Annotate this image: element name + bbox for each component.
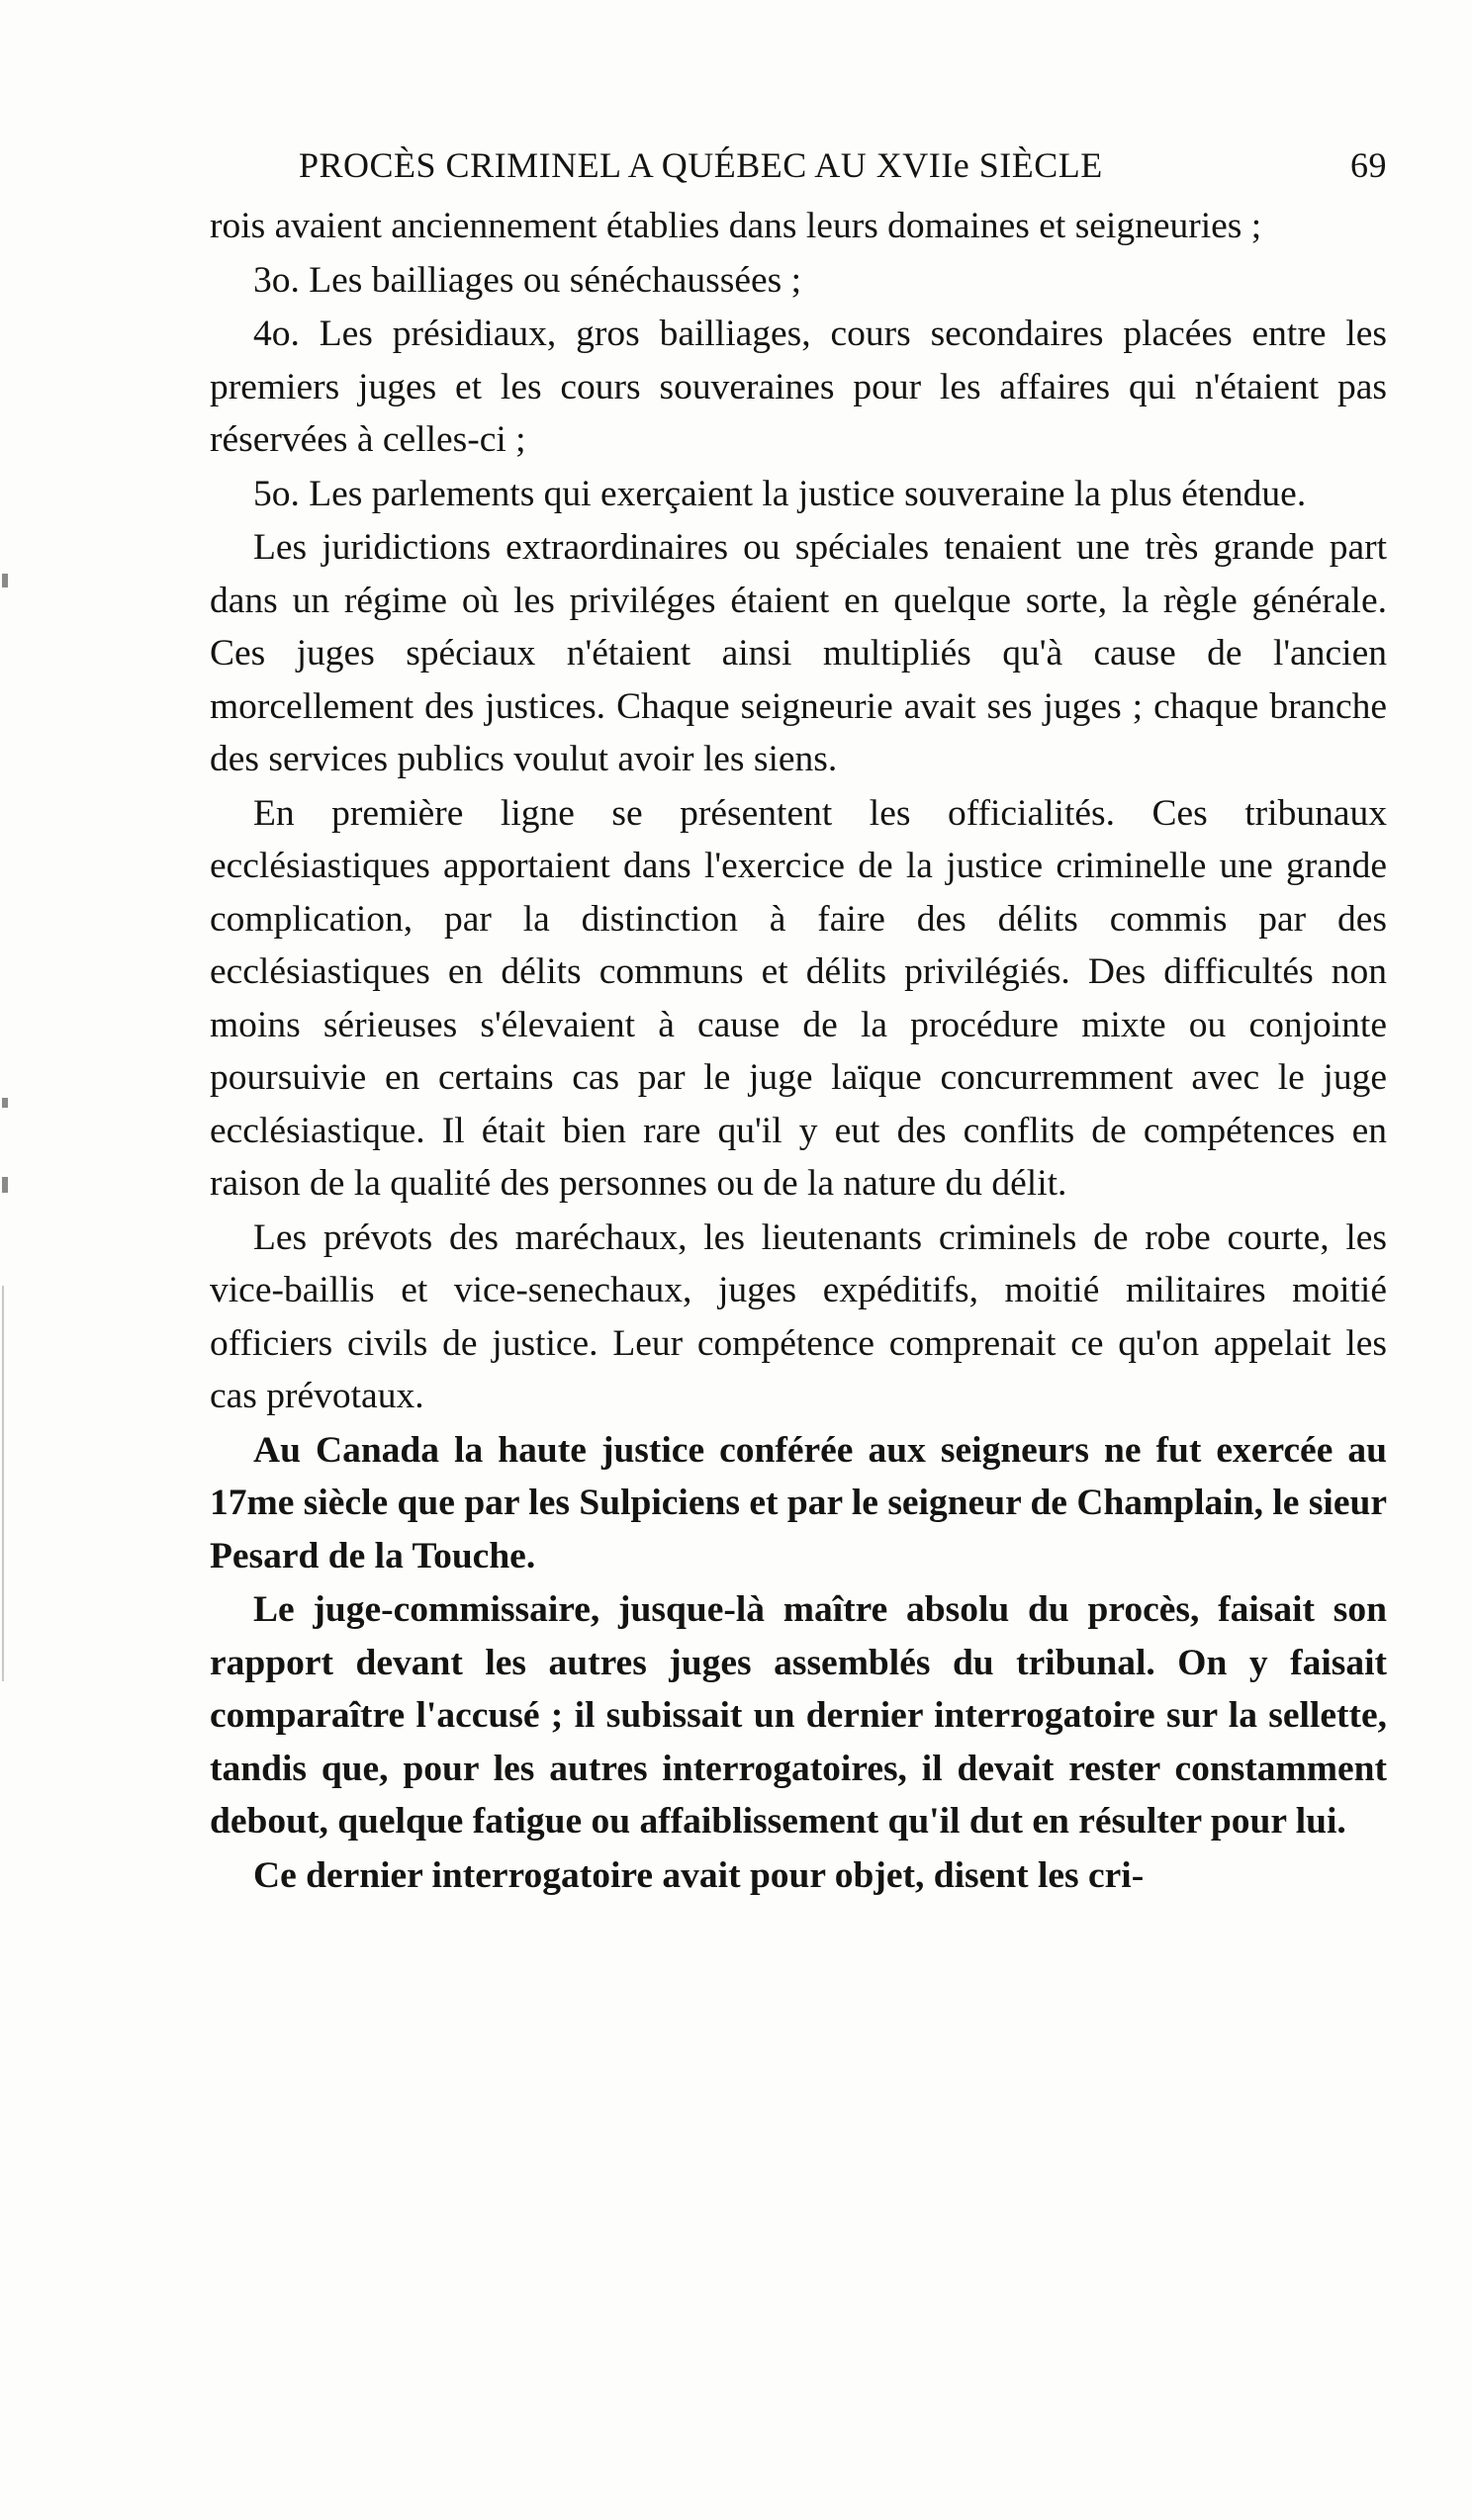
running-title: PROCÈS CRIMINEL A QUÉBEC AU XVIIe SIÈCLE <box>299 145 1103 185</box>
book-page <box>210 129 1387 1903</box>
scan-mark <box>2 1098 8 1108</box>
scan-mark <box>2 1177 8 1193</box>
page-number: 69 <box>1350 145 1387 185</box>
paragraph: En première ligne se présentent les officialités. Ces tribunaux ecclésiastiques apportaient dans l'exercice de la justice criminelle une grande complication, par la distinction à faire des délits commis par des ecclésiastiques en délits communs et délits privilégiés. Des difficultés non moins sérieuses s'élevaient à cause de la procédure mixte ou conjointe poursuivie en certains cas par le juge laïque concurremment avec le juge ecclésiastique. Il était bien rare qu'il y eut des conflits de compétences en raison de la qualité des personnes ou de la nature du délit. <box>210 792 1387 1204</box>
running-header <box>210 129 1387 188</box>
scan-mark <box>2 574 8 587</box>
paragraph: Les prévots des maréchaux, les lieutenants criminels de robe courte, les vice-baillis et vice-senechaux, juges expéditifs, moitié militaires moitié officiers civils de justice. Leur compétence comprenait ce qu'on appelait les cas prévotaux. <box>210 1216 1387 1416</box>
scan-margin-marks <box>0 0 14 2520</box>
paragraph: Ce dernier interrogatoire avait pour objet, disent les cri- <box>253 1854 1145 1896</box>
paragraph: 4o. Les présidiaux, gros bailliages, cours secondaires placées entre les premiers juges et les cours souveraines pour les affaires qui n'étaient pas réservées à celles-ci ; <box>210 314 1387 460</box>
body-text <box>210 200 1387 1902</box>
paragraph: Le juge-commissaire, jusque-là maître absolu du procès, faisait son rapport devant les autres juges assemblés du tribunal. On y faisait comparaître l'accusé ; il subissait un dernier interrogatoire sur la sellette, tandis que, pour les autres interrogatoires, il devait rester constamment debout, quelque fatigue ou affaiblissement qu'il dut en résulter pour lui. <box>210 1589 1387 1842</box>
paragraph: 3o. Les bailliages ou sénéchaussées ; <box>253 259 802 301</box>
paragraph: rois avaient anciennement établies dans leurs domaines et seigneuries ; <box>210 206 1262 246</box>
paragraph: 5o. Les parlements qui exerçaient la justice souveraine la plus étendue. <box>253 473 1307 514</box>
paragraph: Les juridictions extraordinaires ou spéciales tenaient une très grande part dans un régime où les priviléges étaient en quelque sorte, la règle générale. Ces juges spéciaux n'étaient ainsi multipliés qu'à cause de l'ancien morcellement des justices. Chaque seigneurie avait ses juges ; chaque branche des services publics voulut avoir les siens. <box>210 527 1387 779</box>
paragraph: Au Canada la haute justice conférée aux seigneurs ne fut exercée au 17me siècle que par les Sulpiciens et par le seigneur de Champlain, le sieur Pesard de la Touche. <box>210 1429 1387 1576</box>
scan-edge-line <box>2 1286 4 1681</box>
